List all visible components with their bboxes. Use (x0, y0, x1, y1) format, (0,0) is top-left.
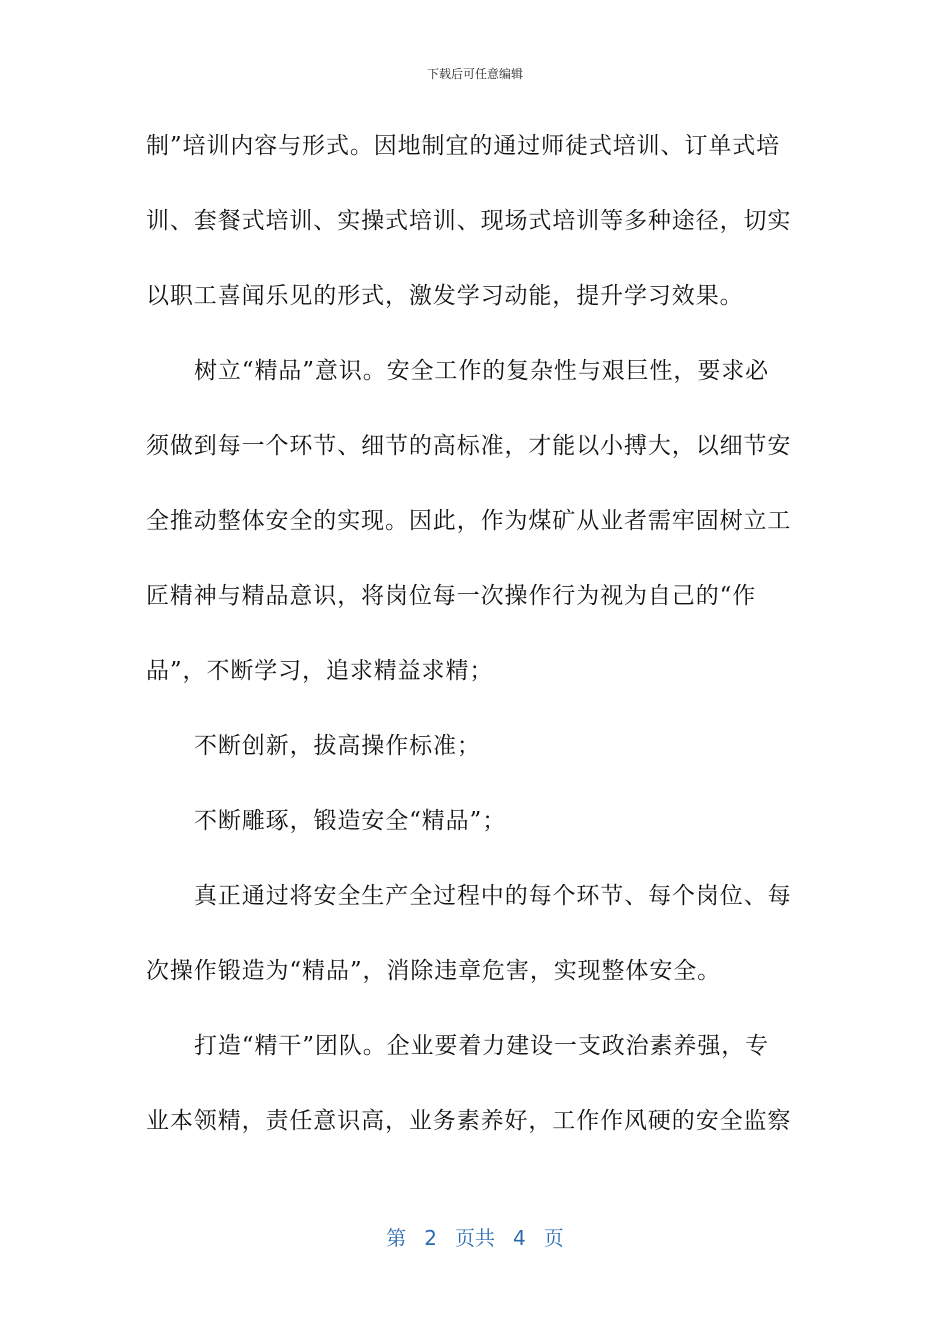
page-header: 下载后可任意编辑 (426, 67, 523, 81)
total-pages: 4 (513, 1226, 526, 1250)
body-line: 品”，不断学习，追求精益求精； (146, 658, 494, 684)
body-line: 全推动整体安全的实现。因此，作为煤矿从业者需牢固树立工 (146, 508, 792, 534)
page-footer (0, 1224, 950, 1252)
page-label-mid: 页共 (455, 1226, 495, 1250)
body-line: 以职工喜闻乐见的形式，激发学习动能，提升学习效果。 (146, 283, 744, 309)
page-label-suffix: 页 (543, 1226, 564, 1250)
body-line: 制”培训内容与形式。因地制宜的通过师徒式培训、订单式培 (146, 133, 781, 159)
body-line: 不断雕琢，锻造安全“精品”； (194, 808, 507, 834)
body-line: 训、套餐式培训、实操式培训、现场式培训等多种途径，切实 (146, 208, 792, 234)
body-line: 业本领精，责任意识高，业务素养好，工作作风硬的安全监察 (146, 1108, 792, 1134)
page-number: 2 (424, 1226, 437, 1250)
body-line: 打造“精干”团队。企业要着力建设一支政治素养强，专 (194, 1033, 770, 1059)
body-line: 不断创新，拔高操作标准； (194, 733, 481, 759)
page-label-prefix: 第 (386, 1226, 407, 1250)
body-line: 真正通过将安全生产全过程中的每个环节、每个岗位、每 (194, 883, 792, 909)
body-line: 次操作锻造为“精品”，消除违章危害，实现整体安全。 (146, 958, 722, 984)
body-line: 树立“精品”意识。安全工作的复杂性与艰巨性，要求必 (194, 358, 770, 384)
document-body (146, 121, 792, 1171)
body-line: 匠精神与精品意识，将岗位每一次操作行为视为自己的“作 (146, 583, 757, 609)
body-line: 须做到每一个环节、细节的高标准，才能以小搏大，以细节安 (146, 433, 792, 459)
